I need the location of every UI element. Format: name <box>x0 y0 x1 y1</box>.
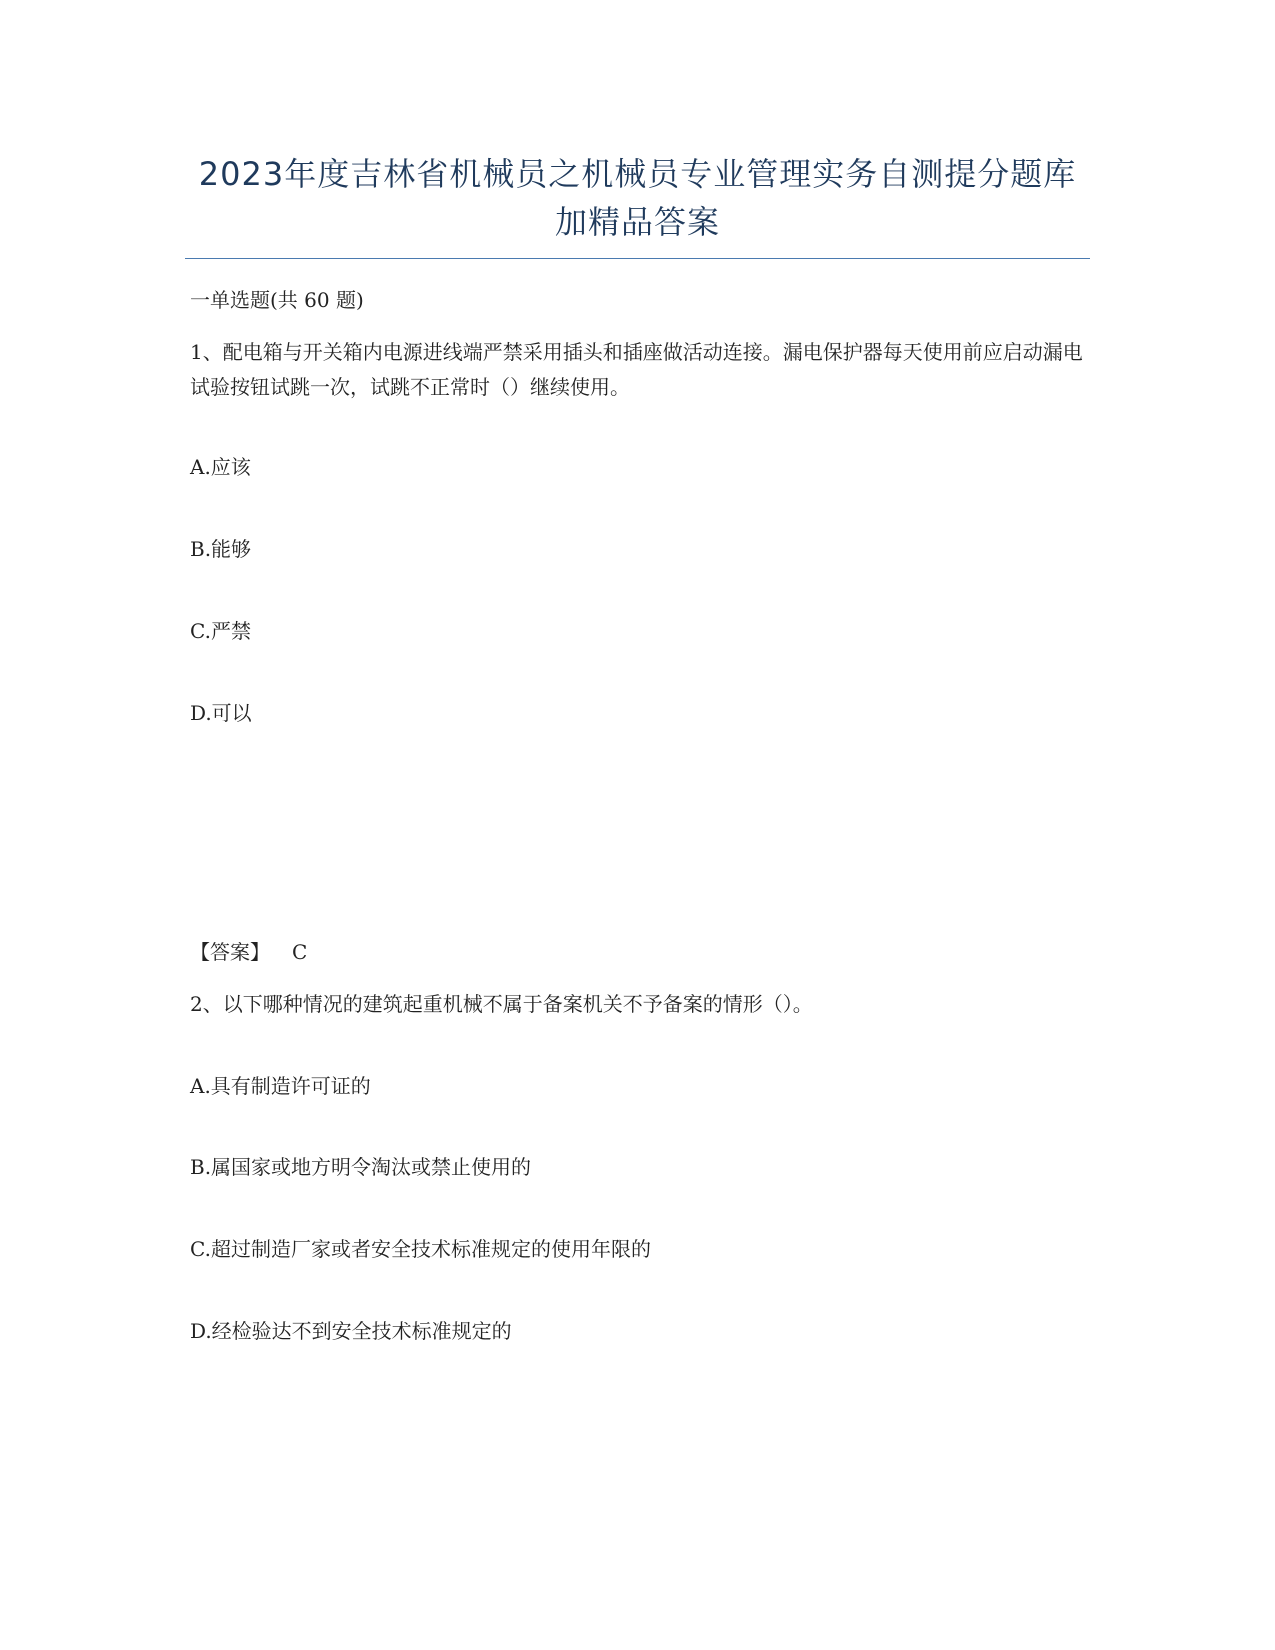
question-1-answer <box>190 935 307 969</box>
question-2-option-b: B.属国家或地方明令淘汰或禁止使用的 <box>190 1155 532 1179</box>
question-2-option-d: D.经检验达不到安全技术标准规定的 <box>190 1319 512 1343</box>
question-1-option-d: D.可以 <box>190 701 252 725</box>
answer-label: 【答案】 <box>190 940 270 964</box>
title-block <box>185 150 1090 246</box>
question-1-option-c: C.严禁 <box>190 619 251 643</box>
question-2-option-a: A.具有制造许可证的 <box>190 1074 371 1098</box>
question-1-option-a: A.应该 <box>190 455 251 479</box>
question-1-stem: 1、配电箱与开关箱内电源进线端严禁采用插头和插座做活动连接。漏电保护器每天使用前应启动漏电试验按钮试跳一次，试跳不正常时（）继续使用。 <box>190 340 1083 399</box>
question-2-option-c: C.超过制造厂家或者安全技术标准规定的使用年限的 <box>190 1237 651 1261</box>
question-2-stem: 2、以下哪种情况的建筑起重机械不属于备案机关不予备案的情形（）。 <box>190 992 813 1016</box>
question-1-option-b: B.能够 <box>190 537 252 561</box>
document-title: 2023年度吉林省机械员之机械员专业管理实务自测提分题库加精品答案 <box>198 155 1077 241</box>
title-underline <box>185 258 1090 259</box>
answer-value: C <box>292 940 308 964</box>
section-heading: 一单选题(共 60 题) <box>190 288 364 312</box>
